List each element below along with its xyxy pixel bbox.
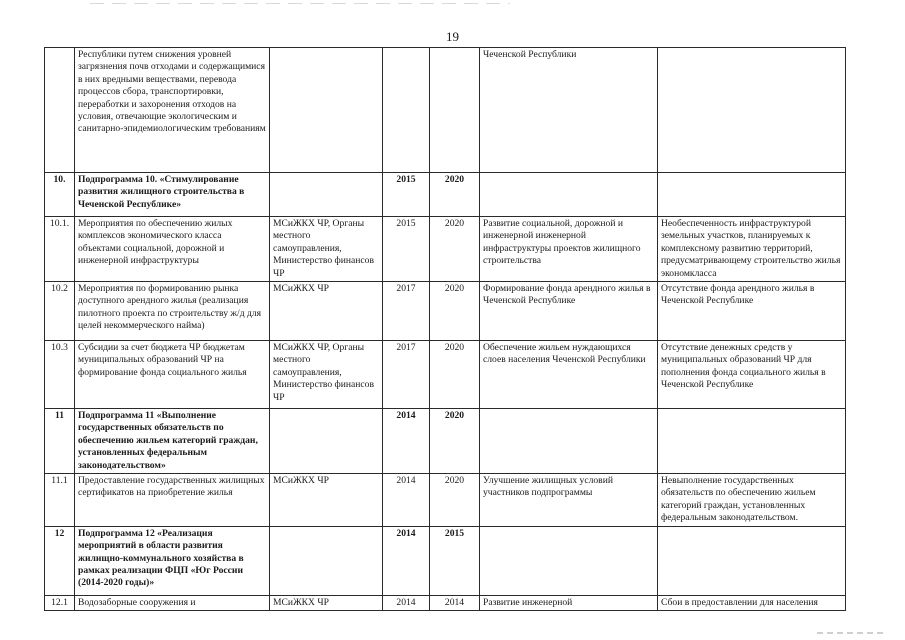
non-implementation-consequence: Необеспеченность инфраструктурой земельных участков, планируемых к комплексному развитию территорий, предусматривающему строительство жилья экономкласса [661, 218, 841, 279]
measure-name-cell [75, 48, 270, 173]
expected-result-cell [480, 48, 658, 173]
non-implementation-consequence: Сбои в предоставлении для населения [661, 596, 818, 608]
start-year-cell [383, 217, 430, 282]
row-number-cell [45, 173, 75, 217]
end-year: 2020 [444, 283, 465, 295]
expected-result-cell [480, 526, 658, 595]
expected-result-cell [480, 341, 658, 409]
row-number-cell [45, 282, 75, 341]
table-row [45, 526, 846, 595]
non-implementation-consequence: Отсутствие денежных средств у муниципальных образований ЧР для пополнения фонда социального жилья в Чеченской Республике [661, 342, 826, 391]
row-number: 12 [54, 527, 65, 539]
executor-cell [270, 341, 383, 409]
expected-result-cell [480, 474, 658, 527]
measure-name-cell [75, 282, 270, 341]
end-year: 2014 [444, 596, 465, 608]
scan-artifact-line [90, 3, 510, 4]
start-year-cell [383, 173, 430, 217]
expected-result-cell [480, 282, 658, 341]
end-year: 2020 [444, 410, 465, 422]
non-implementation-consequence-cell [658, 526, 846, 595]
table-row [45, 282, 846, 341]
start-year-cell [383, 48, 430, 173]
measure-name: Мероприятия по формированию рынка доступного арендного жилья (реализация пилотного проекта по строительству ж/д для целей некоммерческого найма) [78, 283, 262, 332]
measure-name-cell [75, 595, 270, 610]
measure-name-cell [75, 341, 270, 409]
measure-name: Подпрограмма 12 «Реализация мероприятий в области развития жилищно-коммунального хозяйства в рамках реализации ФЦП «Юг России (2014-2020 годы)» [78, 527, 244, 589]
expected-result: Улучшение жилищных условий участников подпрограммы [483, 475, 613, 499]
start-year-cell [383, 474, 430, 527]
executor: МСиЖКХ ЧР [273, 596, 329, 608]
measure-name: Субсидии за счет бюджета ЧР бюджетам муниципальных образований ЧР на формирование фонда социального жилья [78, 342, 247, 378]
executor-cell [270, 595, 383, 610]
end-year: 2020 [444, 342, 465, 354]
end-year-cell [430, 526, 480, 595]
table-row [45, 217, 846, 282]
end-year-cell [430, 595, 480, 610]
executor: МСиЖКХ ЧР, Органы местного самоуправления, Министерство финансов ЧР [273, 342, 375, 403]
end-year-cell [430, 282, 480, 341]
start-year: 2017 [396, 283, 416, 295]
non-implementation-consequence-cell [658, 173, 846, 217]
expected-result: Развитие инженерной [483, 596, 573, 608]
expected-result-cell [480, 409, 658, 474]
row-number: 10. [53, 174, 66, 185]
row-number-cell [45, 474, 75, 527]
executor: МСиЖКХ ЧР [273, 283, 329, 295]
row-number-cell [45, 217, 75, 282]
non-implementation-consequence: Невыполнение государственных обязательств по обеспечению жильем категорий граждан, установленных федеральным законодательством. [661, 475, 816, 524]
executor-cell [270, 282, 383, 341]
scan-artifact-corner [817, 632, 887, 634]
row-number: 10.3 [51, 342, 68, 354]
start-year: 2014 [396, 410, 416, 422]
row-number: 10.1. [49, 218, 70, 229]
measure-name-cell [75, 526, 270, 595]
row-number-cell [45, 341, 75, 409]
start-year-cell [383, 409, 430, 474]
non-implementation-consequence: Отсутствие фонда арендного жилья в Чеченской Республике [661, 283, 815, 307]
expected-result-cell [480, 173, 658, 217]
expected-result-cell [480, 595, 658, 610]
start-year-cell [383, 282, 430, 341]
table-row [45, 173, 846, 217]
row-number: 11 [54, 410, 65, 422]
expected-result-cell [480, 217, 658, 282]
measure-name: Предоставление государственных жилищных сертификатов на приобретение жилья [78, 475, 265, 499]
measure-name: Подпрограмма 10. «Стимулирование развития жилищного строительства в Чеченской Республике» [78, 174, 245, 210]
end-year: 2020 [444, 174, 465, 185]
table-row [45, 341, 846, 409]
start-year-cell [383, 341, 430, 409]
non-implementation-consequence-cell [658, 409, 846, 474]
non-implementation-consequence-cell [658, 48, 846, 173]
expected-result: Обеспечение жильем нуждающихся слоев населения Чеченской Республики [483, 342, 646, 366]
row-number-cell [45, 595, 75, 610]
executor-cell [270, 173, 383, 217]
row-number: 12.1 [51, 596, 68, 608]
end-year-cell [430, 409, 480, 474]
end-year-cell [430, 341, 480, 409]
start-year: 2014 [396, 596, 416, 608]
start-year-cell [383, 595, 430, 610]
start-year: 2014 [396, 527, 416, 539]
row-number-cell [45, 48, 75, 173]
measure-name: Мероприятия по обеспечению жилых комплексов экономического класса объектами социальной, дорожной и инженерной инфраструктуры [78, 218, 233, 267]
end-year: 2015 [444, 527, 465, 539]
executor-cell [270, 474, 383, 527]
row-number: 10.2 [51, 283, 68, 295]
expected-result: Формирование фонда арендного жилья в Чеченской Республике [483, 283, 651, 307]
start-year: 2015 [396, 218, 416, 229]
start-year-cell [383, 526, 430, 595]
page-number: 19 [446, 29, 459, 44]
measure-name: Водозаборные сооружения и [78, 596, 196, 608]
non-implementation-consequence-cell [658, 217, 846, 282]
executor-cell [270, 409, 383, 474]
expected-result: Развитие социальной, дорожной и инженерной инженерной инфраструктуры проектов жилищного строительства [483, 218, 641, 267]
end-year-cell [430, 474, 480, 527]
measure-name-cell [75, 173, 270, 217]
table-row [45, 409, 846, 474]
start-year: 2015 [396, 174, 416, 185]
table-row [45, 474, 846, 527]
expected-result: Чеченской Республики [483, 49, 577, 60]
end-year-cell [430, 217, 480, 282]
executor-cell [270, 526, 383, 595]
end-year: 2020 [444, 218, 465, 229]
non-implementation-consequence-cell [658, 474, 846, 527]
start-year: 2017 [396, 342, 416, 354]
measure-name-cell [75, 474, 270, 527]
measure-name-cell [75, 409, 270, 474]
table-row [45, 48, 846, 173]
executor: МСиЖКХ ЧР, Органы местного самоуправления, Министерство финансов ЧР [273, 218, 375, 279]
end-year-cell [430, 173, 480, 217]
row-number-cell [45, 409, 75, 474]
measure-name: Республики путем снижения уровней загрязнения почв отходами и содержащимися в них вредными веществами, перевода процессов сбора, транспортировки, переработки и захоронения отходов на условия, отвечающие экологическим и санитарно-эпидемиологическим требованиям [78, 49, 266, 135]
measure-name: Подпрограмма 11 «Выполнение государственных обязательств по обеспечению жильем категорий граждан, установленных федеральным законодательством» [78, 410, 258, 471]
non-implementation-consequence-cell [658, 595, 846, 610]
executor-cell [270, 48, 383, 173]
measure-name-cell [75, 217, 270, 282]
end-year: 2020 [444, 475, 465, 487]
executor: МСиЖКХ ЧР [273, 475, 329, 487]
table-row [45, 595, 846, 610]
row-number-cell [45, 526, 75, 595]
measures-table [44, 47, 846, 611]
non-implementation-consequence-cell [658, 341, 846, 409]
end-year-cell [430, 48, 480, 173]
executor-cell [270, 217, 383, 282]
start-year: 2014 [396, 475, 416, 487]
row-number: 11.1 [51, 475, 68, 487]
non-implementation-consequence-cell [658, 282, 846, 341]
